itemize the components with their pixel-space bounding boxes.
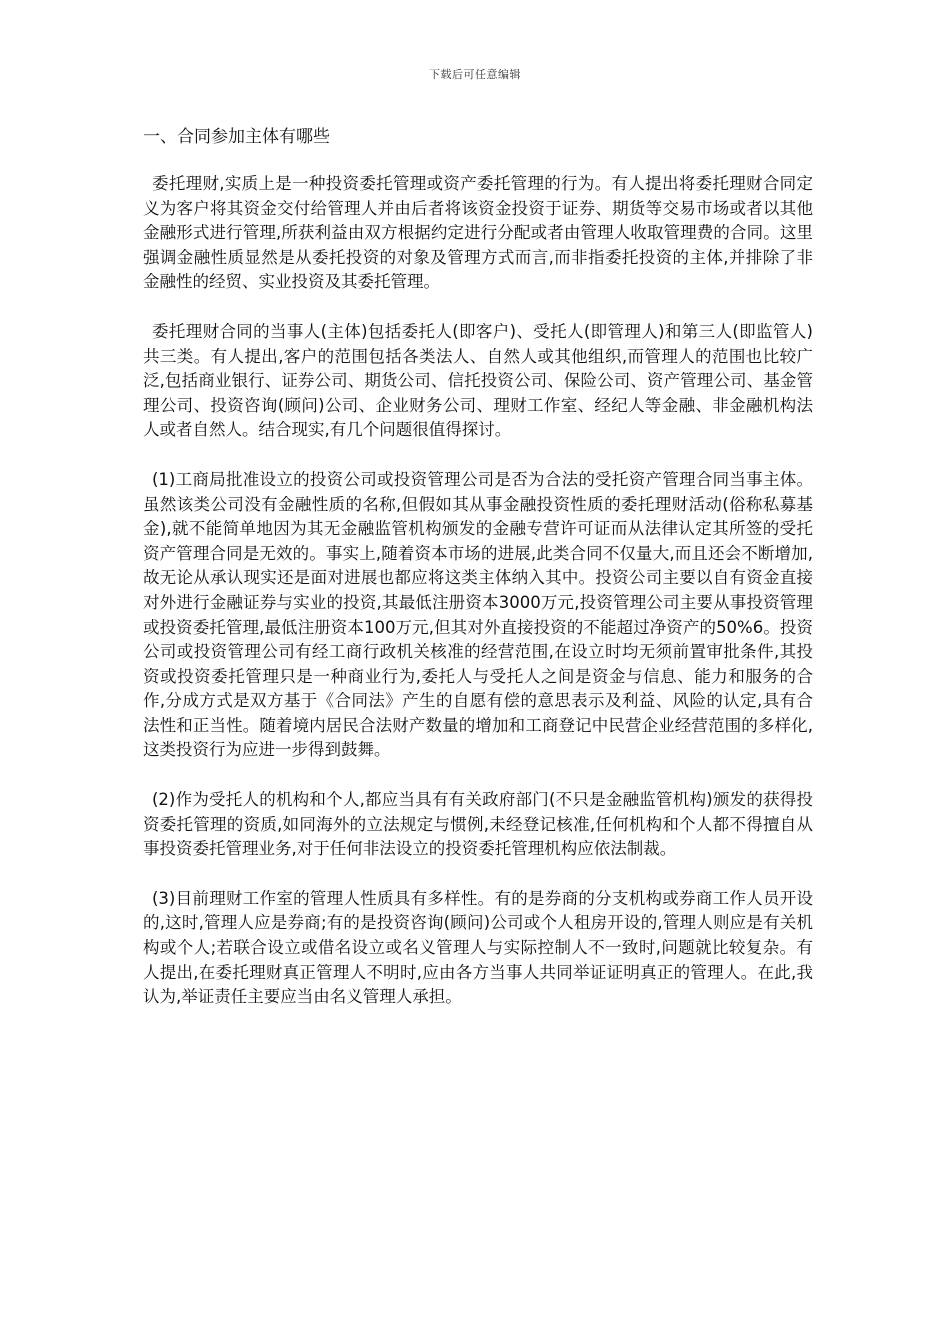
paragraph-3: (1)工商局批准设立的投资公司或投资管理公司是否为合法的受托资产管理合同当事主体。虽然该类公司没有金融性质的名称,但假如其从事金融投资性质的委托理财活动(俗称私募基金),就不能简单地因为其无金融监管机构颁发的金融专营许可证而从法律认定其所签的受托资产管理合同是无效的。事实上,随着资本市场的进展,此类合同不仅量大,而且还会不断增加,故无论从承认现实还是面对进展也都应将这类主体纳入其中。投资公司主要以自有资金直接对外进行金融证券与实业的投资,其最低注册资本3000万元,投资管理公司主要从事投资管理或投资委托管理,最低注册资本100万元,但其对外直接投资的不能超过净资产的50%6。投资公司或投资管理公司有经工商行政机关核准的经营范围,在设立时均无须前置审批条件,其投资或投资委托管理只是一种商业行为,委托人与受托人之间是资金与信息、能力和服务的合作,分成方式是双方基于《合同法》产生的自愿有偿的意思表示及利益、风险的认定,具有合法性和正当性。随着境内居民合法财产数量的增加和工商登记中民营企业经营范围的多样化,这类投资行为应进一步得到鼓舞。 [143, 469, 813, 760]
paragraph-1: 委托理财,实质上是一种投资委托管理或资产委托管理的行为。有人提出将委托理财合同定义为客户将其资金交付给管理人并由后者将该资金投资于证券、期货等交易市场或者以其他金融形式进行管理,所获利益由双方根据约定进行分配或者由管理人收取管理费的合同。这里强调金融性质显然是从委托投资的对象及管理方式而言,而非指委托投资的主体,并排除了非金融性的经贸、实业投资及其委托管理。 [143, 174, 813, 292]
section-title: 一、合同参加主体有哪些 [143, 127, 330, 147]
document-body [143, 124, 813, 1035]
page-header: 下载后可任意编辑 [429, 68, 521, 81]
paragraph-4: (2)作为受托人的机构和个人,都应当具有有关政府部门(不只是金融监管机构)颁发的获得投资委托管理的资质,如同海外的立法规定与惯例,未经登记核准,任何机构和个人都不得擅自从事投资委托管理业务,对于任何非法设立的投资委托管理机构应依法制裁。 [143, 790, 813, 859]
paragraph-2: 委托理财合同的当事人(主体)包括委托人(即客户)、受托人(即管理人)和第三人(即监管人)共三类。有人提出,客户的范围包括各类法人、自然人或其他组织,而管理人的范围也比较广泛,包括商业银行、证券公司、期货公司、信托投资公司、保险公司、资产管理公司、基金管理公司、投资咨询(顾问)公司、企业财务公司、理财工作室、经纪人等金融、非金融机构法人或者自然人。结合现实,有几个问题很值得探讨。 [143, 321, 813, 440]
paragraph-5: (3)目前理财工作室的管理人性质具有多样性。有的是券商的分支机构或券商工作人员开设的,这时,管理人应是券商;有的是投资咨询(顾问)公司或个人租房开设的,管理人则应是有关机构或个人;若联合设立或借名设立或名义管理人与实际控制人不一致时,问题就比较复杂。有人提出,在委托理财真正管理人不明时,应由各方当事人共同举证证明真正的管理人。在此,我认为,举证责任主要应当由名义管理人承担。 [143, 888, 813, 1007]
